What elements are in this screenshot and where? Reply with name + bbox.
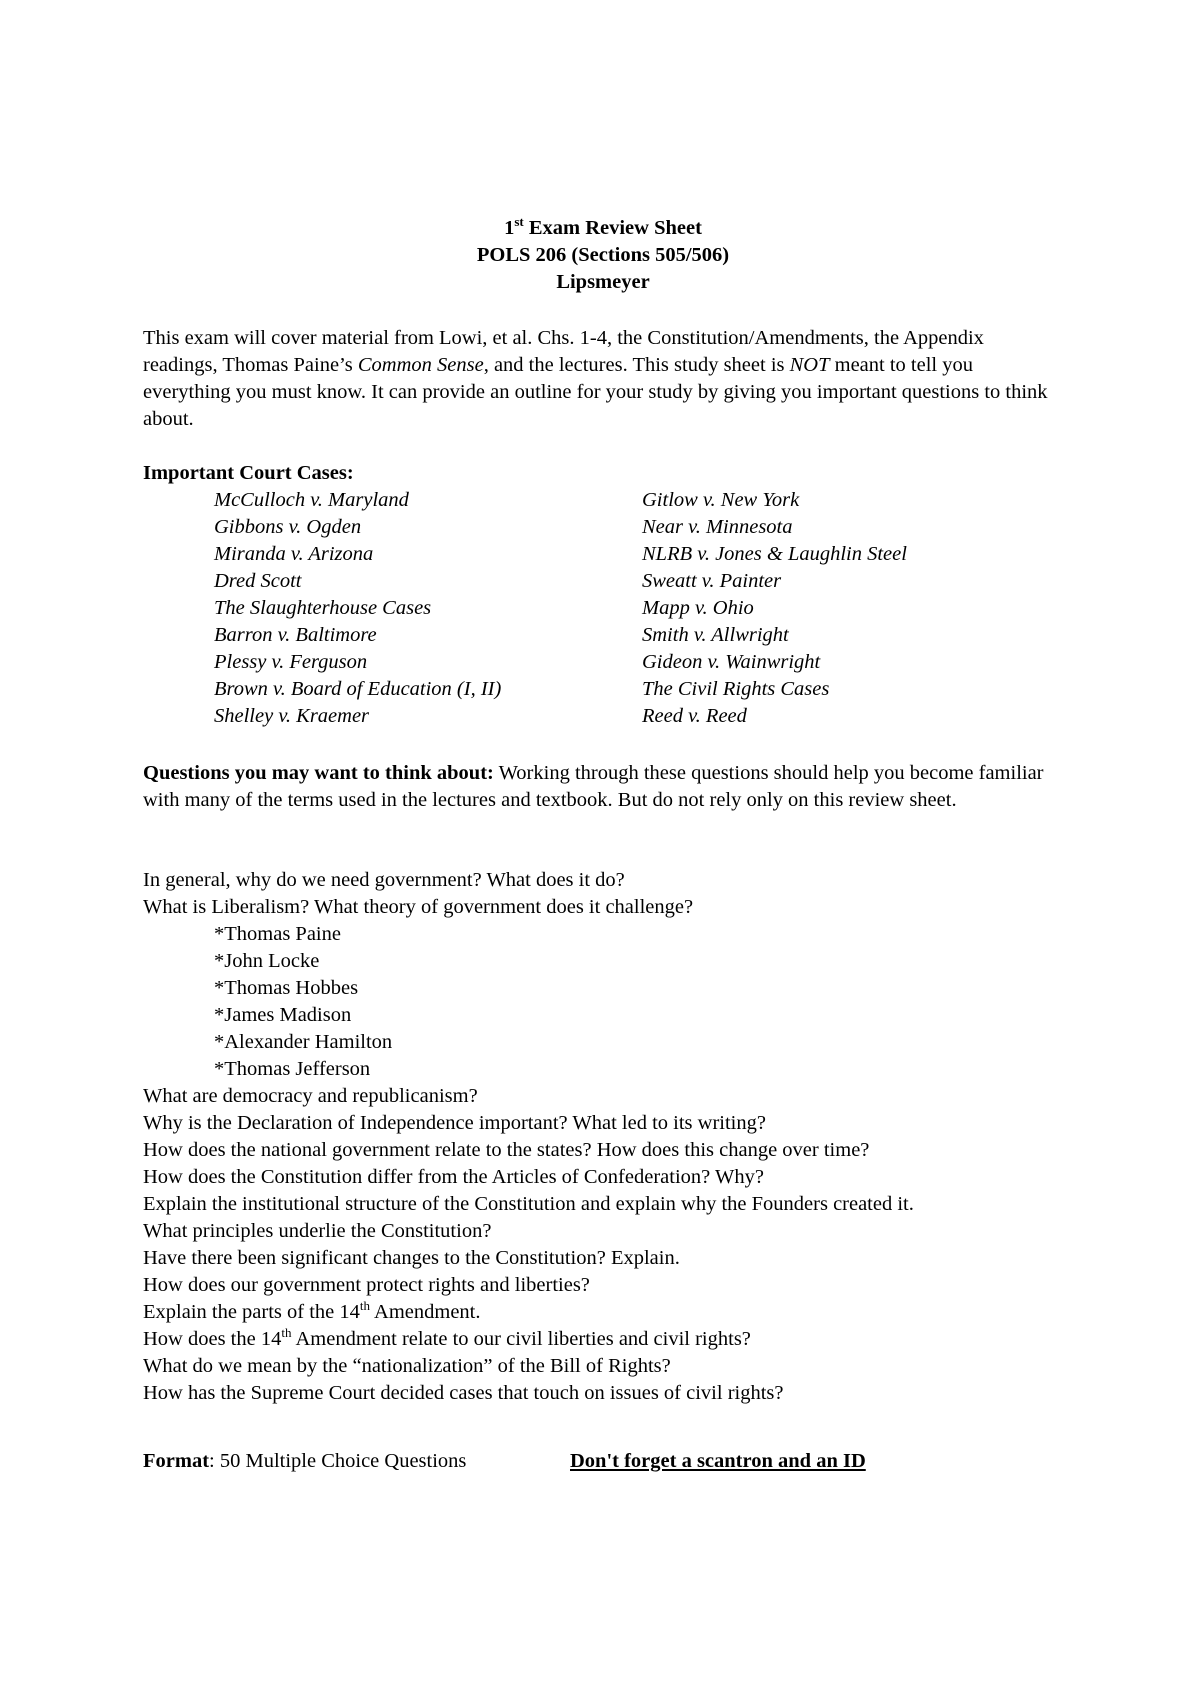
exam-format-line <box>143 1448 1063 1475</box>
court-cases-section <box>143 460 1063 730</box>
thinker-item: *John Locke <box>214 950 320 972</box>
questions-heading: Questions you may want to think about: <box>143 762 494 784</box>
case-item: Smith v. Allwright <box>642 624 789 646</box>
thinker-item: *Thomas Hobbes <box>214 977 359 999</box>
case-item: Plessy v. Ferguson <box>214 651 368 673</box>
case-item: Gitlow v. New York <box>642 489 800 511</box>
questions-intro-paragraph: Questions you may want to think about: Working through these questions should help you become familiar with many of the terms used in the lectures and textbook. But do not rely only on this review sheet. <box>143 762 1044 811</box>
case-item: Dred Scott <box>214 570 302 592</box>
question-item: Have there been significant changes to the Constitution? Explain. <box>143 1247 680 1269</box>
intro-paragraph: This exam will cover material from Lowi, et al. Chs. 1-4, the Constitution/Amendments, the Appendix readings, Thomas Paine’s Common Sense, and the lectures. This study sheet is NOT meant to tell you everything you must know. It can provide an outline for your study by giving you important questions to think about. <box>143 327 1048 430</box>
case-item: Barron v. Baltimore <box>214 624 377 646</box>
question-item: Explain the institutional structure of the Constitution and explain why the Founders created it. <box>143 1193 914 1215</box>
question-item: In general, why do we need government? What does it do? <box>143 869 625 891</box>
question-item: How does the 14th Amendment relate to our civil liberties and civil rights? <box>143 1325 751 1350</box>
exam-title: 1st Exam Review Sheet <box>504 214 702 239</box>
thinker-item: *Thomas Jefferson <box>214 1058 371 1080</box>
case-item: The Slaughterhouse Cases <box>214 597 432 619</box>
case-item: Gibbons v. Ogden <box>214 516 362 538</box>
case-item: Shelley v. Kraemer <box>214 705 370 727</box>
case-item: Near v. Minnesota <box>642 516 793 538</box>
question-item: How does the Constitution differ from the Articles of Confederation? Why? <box>143 1166 764 1188</box>
case-item: NLRB v. Jones & Laughlin Steel <box>642 543 907 565</box>
case-item: Miranda v. Arizona <box>214 543 374 565</box>
document-header <box>143 215 1063 296</box>
question-item: How does our government protect rights and liberties? <box>143 1274 590 1296</box>
thinker-item: *Alexander Hamilton <box>214 1031 393 1053</box>
court-cases-heading: Important Court Cases: <box>143 462 354 484</box>
exam-reminder: Don't forget a scantron and an ID <box>570 1450 866 1472</box>
thinker-item: *Thomas Paine <box>214 923 341 945</box>
question-item: How does the national government relate to the states? How does this change over time? <box>143 1139 870 1161</box>
case-item: Reed v. Reed <box>642 705 747 727</box>
question-item: What do we mean by the “nationalization” of the Bill of Rights? <box>143 1355 671 1377</box>
case-item: Brown v. Board of Education (I, II) <box>214 678 502 700</box>
question-item: What are democracy and republicanism? <box>143 1085 478 1107</box>
instructor-name: Lipsmeyer <box>556 271 650 293</box>
question-item: What principles underlie the Constitution? <box>143 1220 492 1242</box>
question-item: Why is the Declaration of Independence important? What led to its writing? <box>143 1112 766 1134</box>
court-cases-list <box>214 487 1063 730</box>
question-list <box>143 867 1103 1407</box>
thinker-item: *James Madison <box>214 1004 352 1026</box>
course-title: POLS 206 (Sections 505/506) <box>476 244 730 266</box>
case-item: Sweatt v. Painter <box>642 570 782 592</box>
case-item: Gideon v. Wainwright <box>642 651 821 673</box>
format-text: : 50 Multiple Choice Questions <box>209 1450 467 1472</box>
case-item: Mapp v. Ohio <box>642 597 754 619</box>
question-item: What is Liberalism? What theory of government does it challenge? <box>143 896 694 918</box>
case-item: McCulloch v. Maryland <box>214 489 409 511</box>
format-label: Format <box>143 1450 210 1472</box>
case-item: The Civil Rights Cases <box>642 678 830 700</box>
question-item: How has the Supreme Court decided cases that touch on issues of civil rights? <box>143 1382 784 1404</box>
question-item: Explain the parts of the 14th Amendment. <box>143 1298 481 1323</box>
